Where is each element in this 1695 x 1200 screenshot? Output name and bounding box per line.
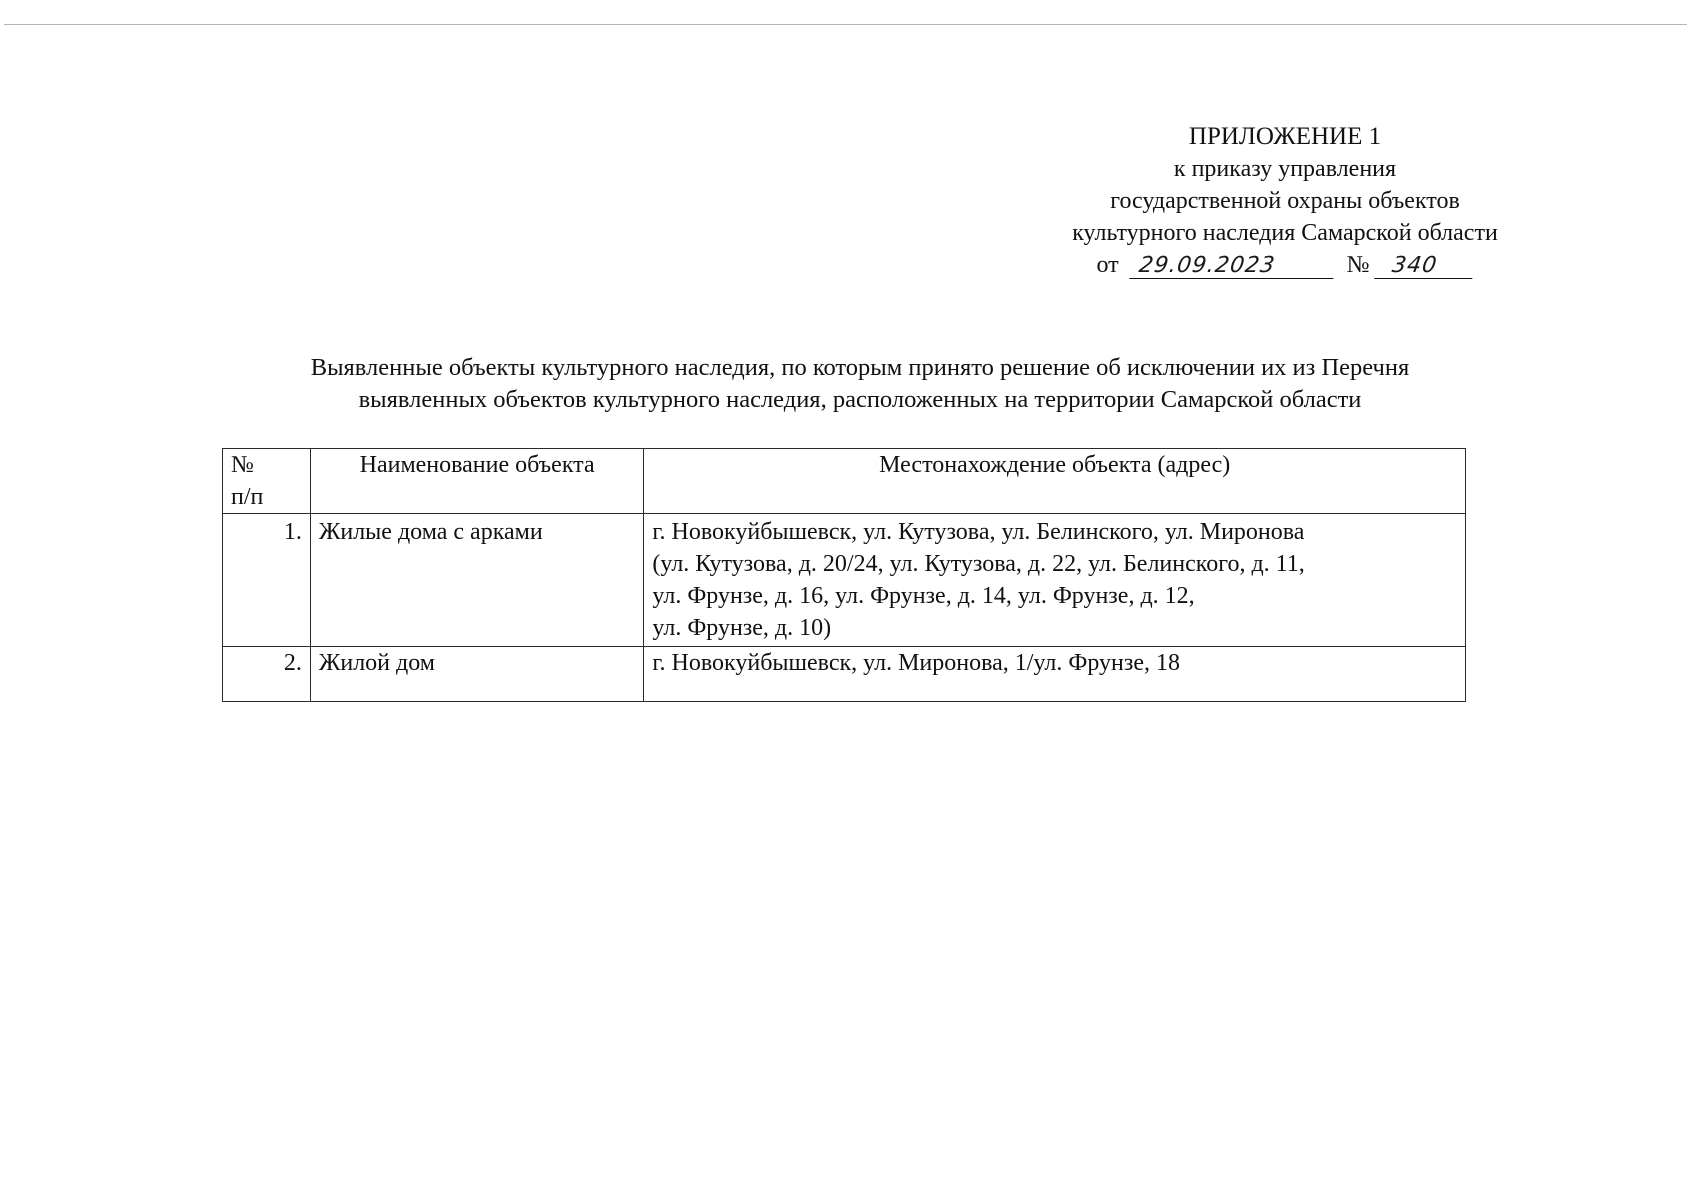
row-object-name: Жилой дом xyxy=(310,647,644,702)
appendix-line-region: культурного наследия Самарской области xyxy=(1072,220,1498,246)
page-top-rule xyxy=(4,24,1687,25)
location-line: г. Новокуйбышевск, ул. Миронова, 1/ул. Фрунзе, 18 xyxy=(652,650,1180,676)
header-number-sign: № xyxy=(231,452,254,478)
row-object-name: Жилые дома с арками xyxy=(310,514,644,647)
document-title xyxy=(150,352,1570,416)
number-sign: № xyxy=(1346,252,1370,278)
table-row xyxy=(223,514,1466,647)
table-header-row xyxy=(223,449,1466,514)
appendix-line-agency: государственной охраны объектов xyxy=(1110,188,1460,214)
location-line: ул. Фрунзе, д. 16, ул. Фрунзе, д. 14, ул. Фрунзе, д. 12, xyxy=(652,583,1195,609)
row-number: 2. xyxy=(223,647,311,702)
header-object-name: Наименование объекта xyxy=(310,449,644,514)
row-object-location xyxy=(644,647,1466,702)
document-title-line-1: Выявленные объекты культурного наследия, по которым принято решение об исключении их из Перечня xyxy=(310,354,1410,381)
header-number-abbr: п/п xyxy=(231,484,264,510)
row-number: 1. xyxy=(223,514,311,647)
document-title-line-2: выявленных объектов культурного наследия, расположенных на территории Самарской области xyxy=(358,386,1362,413)
location-line: (ул. Кутузова, д. 20/24, ул. Кутузова, д. 22, ул. Белинского, д. 11, xyxy=(652,551,1305,577)
location-line: г. Новокуйбышевск, ул. Кутузова, ул. Белинского, ул. Миронова xyxy=(652,519,1305,545)
appendix-line-order: к приказу управления xyxy=(1173,156,1397,182)
table-row xyxy=(223,647,1466,702)
heritage-objects-table xyxy=(222,448,1466,702)
date-prefix: от xyxy=(1096,252,1119,278)
handwritten-date: 29.09.2023 xyxy=(1129,254,1337,279)
header-number xyxy=(223,449,311,514)
handwritten-order-number: 340 xyxy=(1374,254,1476,279)
header-object-location: Местонахождение объекта (адрес) xyxy=(644,449,1466,514)
appendix-block xyxy=(1000,121,1570,281)
appendix-heading: ПРИЛОЖЕНИЕ 1 xyxy=(1188,123,1382,150)
order-date-number-line xyxy=(1000,249,1570,281)
row-object-location xyxy=(644,514,1466,647)
location-line: ул. Фрунзе, д. 10) xyxy=(652,615,832,641)
